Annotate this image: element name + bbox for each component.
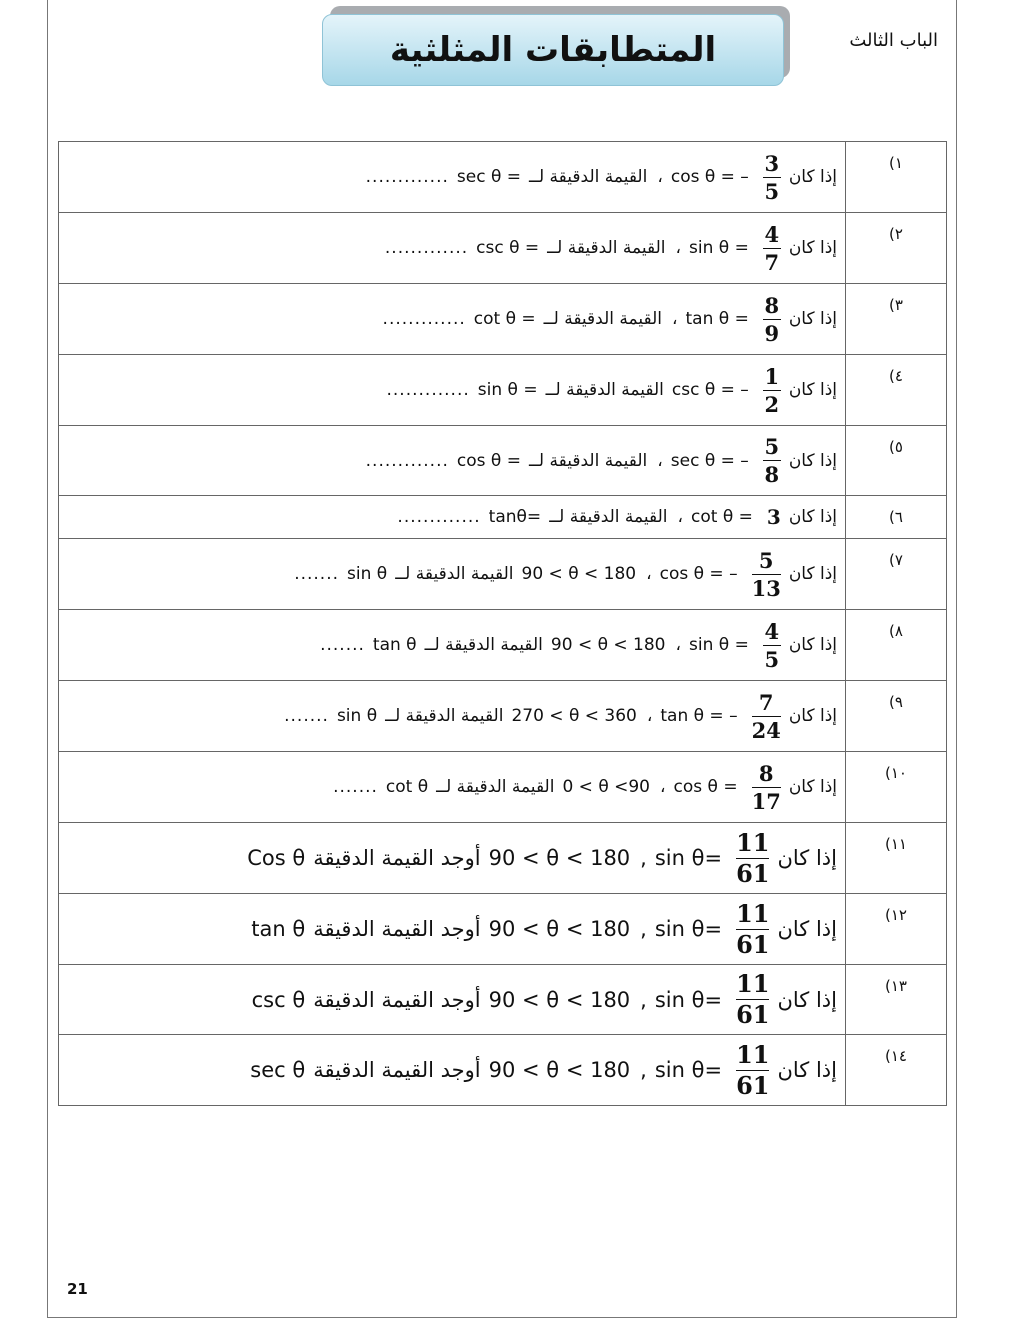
given-expression: sec θ = –: [670, 450, 749, 471]
problem-content: [59, 539, 845, 609]
given-expression: sin θ =: [689, 238, 749, 258]
fraction-bar: [752, 787, 781, 788]
fraction-denominator: 13: [751, 575, 781, 601]
answer-blank: .............: [397, 507, 481, 527]
given-value: 3: [766, 505, 781, 529]
problem-content: [59, 965, 845, 1034]
problems-table: [58, 141, 947, 1106]
given-expression: sin θ=: [654, 846, 723, 870]
fraction-denominator: 24: [751, 717, 781, 743]
fraction-numerator: 11: [736, 898, 770, 928]
problem-number: ١٢): [845, 894, 946, 964]
title-banner: [322, 14, 784, 86]
given-expression: cot θ =: [691, 507, 753, 527]
fraction-numerator: 4: [764, 618, 780, 644]
answer-blank: .......: [333, 777, 378, 797]
ask-label: القيمة الدقيقة لــ: [549, 507, 668, 527]
if-label: إذا كان: [777, 987, 837, 1012]
separator: ،: [657, 450, 663, 471]
fraction-denominator: 61: [736, 1070, 770, 1100]
problem-number: ١٣): [845, 965, 946, 1034]
answer-blank: .............: [386, 380, 470, 400]
fraction: [751, 547, 781, 601]
target-expression: tanθ=: [488, 507, 542, 527]
fraction-numerator: 11: [736, 969, 770, 998]
answer-blank: .............: [365, 450, 449, 471]
separator: ،: [657, 167, 663, 187]
ask-label: القيمة الدقيقة لــ: [543, 309, 662, 329]
fraction-numerator: 11: [736, 827, 770, 857]
ask-label: أوجد القيمة الدقيقة: [313, 987, 481, 1012]
fraction: [763, 618, 781, 672]
if-label: إذا كان: [788, 507, 837, 527]
target-expression: csc θ: [251, 987, 306, 1012]
problem-row: [58, 284, 947, 355]
fraction: [736, 969, 770, 1029]
problem-number: ٨): [845, 610, 946, 680]
problem-content: [59, 142, 845, 212]
fraction-bar: [752, 716, 781, 717]
problem-number: ١٠): [845, 752, 946, 822]
given-expression: sin θ=: [654, 987, 723, 1012]
separator: ،: [646, 706, 653, 726]
fraction-denominator: 17: [751, 788, 781, 814]
target-expression: sec θ =: [456, 167, 522, 187]
if-label: إذا كان: [788, 380, 837, 400]
angle-range: 270 < θ < 360: [511, 706, 637, 726]
fraction-bar: [763, 460, 781, 461]
given-expression: cos θ = –: [670, 167, 749, 187]
separator: ،: [675, 635, 681, 655]
given-expression: sin θ=: [654, 917, 723, 941]
fraction-numerator: 11: [736, 1039, 770, 1069]
ask-label: القيمة الدقيقة لــ: [385, 706, 504, 726]
problem-number: ٧): [845, 539, 946, 609]
fraction-numerator: 1: [764, 363, 780, 389]
if-label: إذا كان: [777, 846, 837, 870]
fraction-denominator: 5: [764, 178, 780, 204]
if-label: إذا كان: [788, 309, 837, 329]
angle-range: 90 < θ < 180: [488, 987, 631, 1012]
problem-number: ١): [845, 142, 946, 212]
problem-content: [59, 610, 845, 680]
problem-row: [58, 894, 947, 965]
fraction: [763, 292, 781, 346]
problem-row: [58, 610, 947, 681]
given-expression: sin θ=: [654, 1058, 723, 1082]
problem-content: [59, 355, 845, 425]
target-expression: sin θ =: [477, 380, 538, 400]
problem-row: [58, 1035, 947, 1106]
fraction-denominator: 61: [736, 1000, 770, 1029]
given-expression: tan θ =: [685, 309, 749, 329]
problem-row: [58, 823, 947, 894]
fraction-denominator: 8: [764, 462, 780, 487]
fraction-numerator: 4: [764, 221, 780, 247]
given-expression: sin θ =: [689, 635, 749, 655]
target-expression: sec θ: [250, 1058, 306, 1082]
ask-label: أوجد القيمة الدقيقة: [313, 917, 481, 941]
fraction: [763, 221, 781, 275]
problem-row: [58, 681, 947, 752]
given-expression: cos θ = –: [659, 564, 738, 584]
angle-range: 0 < θ <90: [562, 777, 651, 797]
ask-label: القيمة الدقيقة لــ: [528, 450, 648, 471]
fraction-denominator: 5: [764, 646, 780, 672]
ask-label: أوجد القيمة الدقيقة: [313, 846, 481, 870]
fraction: [736, 898, 770, 959]
ask-label: القيمة الدقيقة لــ: [436, 777, 555, 797]
if-label: إذا كان: [777, 917, 837, 941]
target-expression: tan θ: [251, 917, 306, 941]
separator: ،: [646, 564, 652, 584]
target-expression: tan θ: [372, 635, 417, 655]
target-expression: cos θ =: [456, 450, 521, 471]
problem-row: [58, 426, 947, 496]
separator: ،: [672, 309, 678, 329]
fraction-bar: [763, 390, 781, 391]
separator: ,: [640, 917, 647, 941]
fraction-numerator: 3: [764, 150, 780, 176]
fraction-bar: [763, 248, 781, 249]
angle-range: 90 < θ < 180: [488, 917, 631, 941]
problem-number: ٦): [845, 496, 946, 538]
separator: ،: [675, 238, 681, 258]
if-label: إذا كان: [788, 564, 837, 584]
problem-number: ٥): [845, 426, 946, 495]
problem-row: [58, 752, 947, 823]
fraction: [736, 1039, 770, 1100]
fraction-bar: [763, 319, 781, 320]
target-expression: cot θ =: [473, 309, 536, 329]
target-expression: sin θ: [347, 564, 388, 584]
fraction: [763, 436, 781, 485]
if-label: إذا كان: [788, 238, 837, 258]
answer-blank: .......: [294, 564, 340, 584]
problem-row: [58, 355, 947, 426]
problem-content: [59, 213, 845, 283]
problem-content: [59, 894, 845, 964]
fraction: [751, 760, 781, 814]
given-expression: csc θ = –: [671, 380, 749, 400]
chapter-label: الباب الثالث: [849, 30, 938, 51]
ask-label: القيمة الدقيقة لــ: [547, 238, 666, 258]
fraction-denominator: 61: [736, 858, 770, 888]
problem-row: [58, 965, 947, 1035]
target-expression: cot θ: [385, 777, 429, 797]
fraction-bar: [752, 574, 781, 575]
if-label: إذا كان: [788, 706, 837, 726]
fraction-numerator: 8: [758, 760, 774, 786]
fraction-denominator: 2: [764, 391, 780, 417]
if-label: إذا كان: [788, 450, 837, 471]
problem-row: [58, 213, 947, 284]
problem-number: ٩): [845, 681, 946, 751]
fraction-denominator: 9: [764, 320, 780, 346]
answer-blank: .............: [384, 238, 469, 258]
fraction: [736, 827, 770, 888]
page-number: 21: [67, 1280, 88, 1298]
if-label: إذا كان: [777, 1058, 837, 1082]
angle-range: 90 < θ < 180: [488, 1058, 631, 1082]
target-expression: csc θ =: [476, 238, 540, 258]
if-label: إذا كان: [788, 777, 837, 797]
problem-content: [59, 823, 845, 893]
fraction: [751, 689, 781, 743]
ask-label: القيمة الدقيقة لــ: [424, 635, 543, 655]
problem-number: ٤): [845, 355, 946, 425]
ask-label: القيمة الدقيقة لــ: [529, 167, 648, 187]
problem-row: [58, 142, 947, 213]
fraction: [763, 150, 781, 204]
target-expression: sin θ: [336, 706, 378, 726]
problem-number: ٣): [845, 284, 946, 354]
ask-label: القيمة الدقيقة لــ: [545, 380, 664, 400]
angle-range: 90 < θ < 180: [521, 564, 637, 584]
problem-number: ١٤): [845, 1035, 946, 1105]
problem-number: ١١): [845, 823, 946, 893]
separator: ،: [660, 777, 666, 797]
fraction-denominator: 7: [764, 249, 780, 275]
fraction: [763, 363, 781, 417]
answer-blank: .............: [382, 309, 466, 329]
ask-label: القيمة الدقيقة لــ: [395, 564, 514, 584]
answer-blank: .......: [320, 635, 365, 655]
problem-content: [59, 1035, 845, 1105]
fraction-bar: [763, 177, 781, 178]
ask-label: أوجد القيمة الدقيقة: [313, 1058, 481, 1082]
angle-range: 90 < θ < 180: [550, 635, 666, 655]
fraction-numerator: 5: [758, 547, 774, 573]
problem-content: [59, 426, 845, 495]
if-label: إذا كان: [788, 635, 837, 655]
separator: ،: [677, 507, 684, 527]
fraction-numerator: 7: [758, 689, 774, 715]
given-expression: tan θ = –: [660, 706, 738, 726]
fraction-numerator: 5: [764, 434, 780, 459]
separator: ,: [640, 1058, 647, 1082]
problem-content: [59, 284, 845, 354]
if-label: إذا كان: [788, 167, 837, 187]
given-expression: cos θ =: [673, 777, 738, 797]
target-expression: Cos θ: [247, 846, 306, 870]
answer-blank: .......: [284, 706, 329, 726]
page-title: المتطابقات المثلثية: [389, 30, 717, 70]
fraction-numerator: 8: [764, 292, 780, 318]
separator: ,: [640, 846, 647, 870]
problem-row: [58, 539, 947, 610]
answer-blank: .............: [365, 167, 449, 187]
problem-content: [59, 496, 845, 538]
problem-row: [58, 496, 947, 539]
fraction-denominator: 61: [736, 929, 770, 959]
problem-content: [59, 681, 845, 751]
fraction-bar: [763, 645, 781, 646]
angle-range: 90 < θ < 180: [488, 846, 631, 870]
problem-number: ٢): [845, 213, 946, 283]
separator: ,: [640, 987, 647, 1012]
problem-content: [59, 752, 845, 822]
